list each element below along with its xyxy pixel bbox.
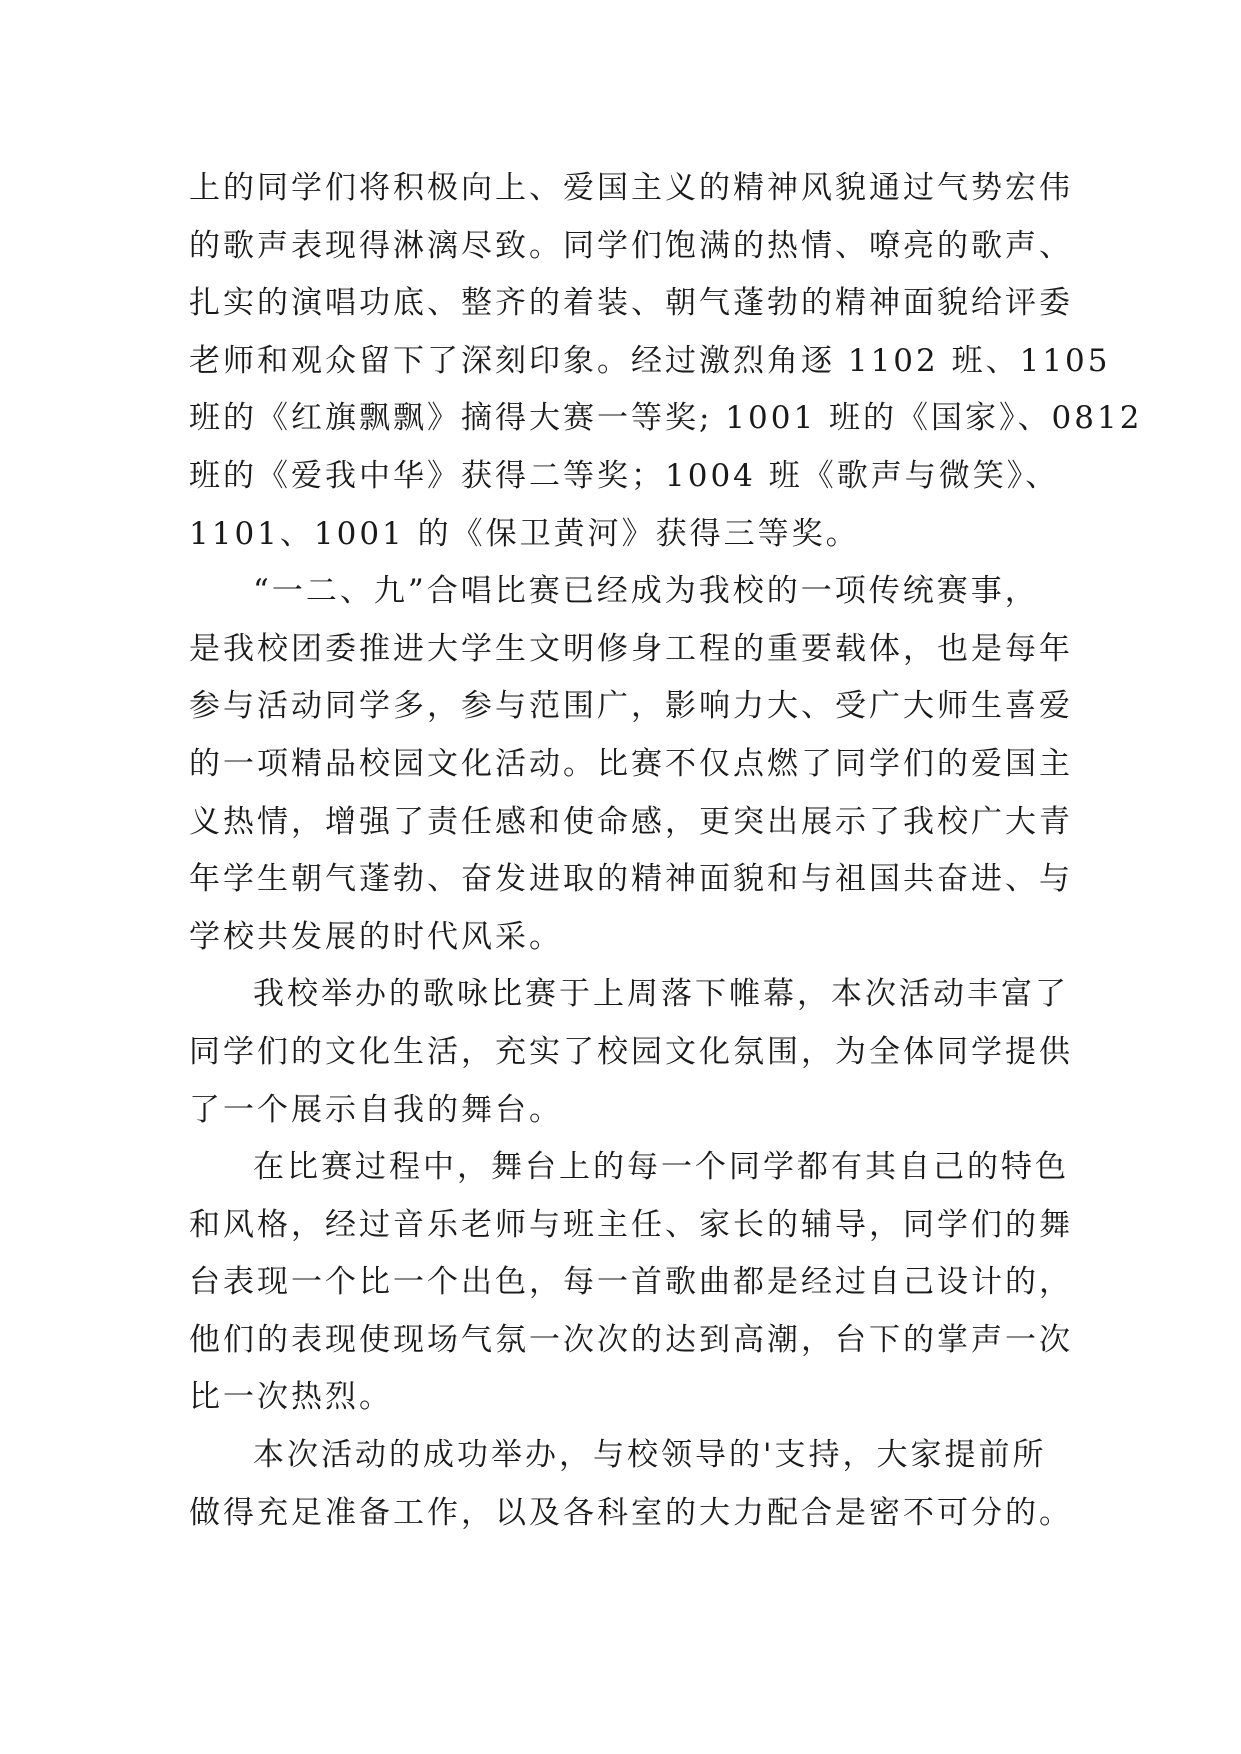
text-line: 的一项精品校园文化活动。比赛不仅点燃了同学们的爱国主 <box>189 745 1073 782</box>
text-line: 他们的表现使现场气氛一次次的达到高潮，台下的掌声一次 <box>189 1321 1073 1358</box>
paragraph-2 <box>189 563 1073 966</box>
paragraph-3 <box>189 966 1073 1139</box>
text-line: 扎实的演唱功底、整齐的着装、朝气蓬勃的精神面貌给评委 <box>189 285 1073 322</box>
document-body <box>189 160 1143 1542</box>
text-line: 和风格，经过音乐老师与班主任、家长的辅导，同学们的舞 <box>189 1206 1073 1243</box>
text-line: 1101、1001 的《保卫黄河》获得三等奖。 <box>189 515 860 552</box>
text-line: 了一个展示自我的舞台。 <box>189 1091 563 1128</box>
text-line: 台表现一个比一个出色，每一首歌曲都是经过自己设计的， <box>189 1264 1073 1301</box>
text-line: “一二、九”合唱比赛已经成为我校的一项传统赛事， <box>253 573 1039 610</box>
paragraph-5 <box>189 1427 1073 1542</box>
text-line: 是我校团委推进大学生文明修身工程的重要载体，也是每年 <box>189 630 1073 667</box>
text-line: 参与活动同学多，参与范围广，影响力大、受广大师生喜爱 <box>189 688 1073 725</box>
text-line: 本次活动的成功举办，与校领导的'支持，大家提前所 <box>253 1437 1047 1474</box>
text-line: 年学生朝气蓬勃、奋发进取的精神面貌和与祖国共奋进、与 <box>189 861 1073 898</box>
text-line: 做得充足准备工作，以及各科室的大力配合是密不可分的。 <box>189 1494 1073 1531</box>
text-line: 同学们的文化生活，充实了校园文化氛围，为全体同学提供 <box>189 1033 1073 1070</box>
paragraph-1 <box>189 160 1143 563</box>
text-line: 我校举办的歌咏比赛于上周落下帷幕，本次活动丰富了 <box>253 976 1069 1013</box>
text-line: 的歌声表现得淋漓尽致。同学们饱满的热情、嘹亮的歌声、 <box>189 227 1073 264</box>
text-line: 上的同学们将积极向上、爱国主义的精神风貌通过气势宏伟 <box>189 170 1073 206</box>
text-line: 老师和观众留下了深刻印象。经过激烈角逐 1102 班、1105 <box>189 342 1111 379</box>
text-line: 义热情，增强了责任感和使命感，更突出展示了我校广大青 <box>189 803 1073 840</box>
text-line: 在比赛过程中，舞台上的每一个同学都有其自己的特色 <box>253 1149 1069 1186</box>
text-line: 班的《红旗飘飘》摘得大赛一等奖; 1001 班的《国家》、0812 <box>189 400 1143 437</box>
paragraph-4 <box>189 1139 1073 1427</box>
text-line: 比一次热烈。 <box>189 1379 393 1416</box>
text-line: 班的《爱我中华》获得二等奖；1004 班《歌声与微笑》、 <box>189 457 1060 494</box>
text-line: 学校共发展的时代风采。 <box>189 918 563 955</box>
